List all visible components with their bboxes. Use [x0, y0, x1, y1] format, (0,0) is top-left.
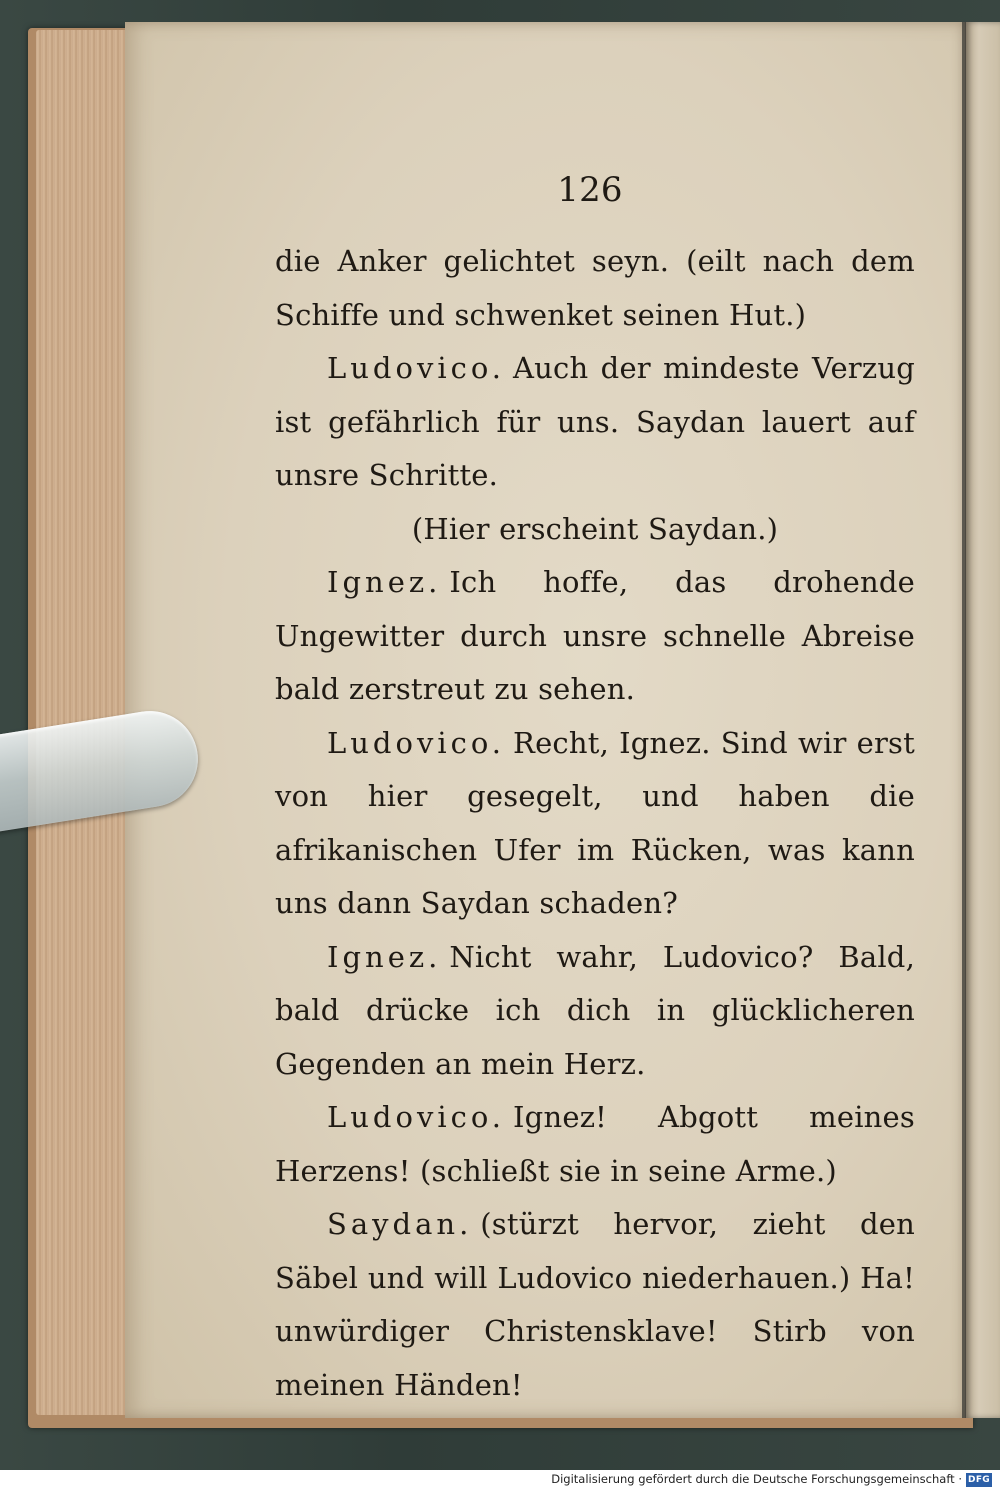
- facing-page-edge: [965, 22, 1000, 1418]
- speech-paragraph: [275, 1091, 915, 1198]
- speech-text: Recht, Ignez. Sind wir erst von hier gesegelt, und haben die afrikanischen Ufer im Rücken, was kann uns dann Saydan schaden?: [275, 725, 915, 920]
- speech-paragraph: [275, 931, 915, 1092]
- dfg-logo: DFG: [966, 1473, 992, 1487]
- speaker-name: Ludovico.: [327, 351, 506, 385]
- paragraph-text: die Anker gelichtet seyn. (eilt nach dem Schiffe und schwenket seinen Hut.): [275, 244, 915, 332]
- speaker-name: Ludovico.: [327, 1100, 506, 1134]
- speaker-name: Ignez.: [327, 939, 442, 974]
- page-number: 126: [557, 170, 623, 210]
- speech-paragraph: [275, 717, 915, 931]
- stage-direction: [275, 503, 915, 557]
- footer-bar: [0, 1470, 1000, 1491]
- page-gutter: [962, 22, 966, 1418]
- paragraph-continuation: [275, 235, 915, 342]
- speech-paragraph: [275, 1198, 915, 1412]
- speech-text: Nicht wahr, Ludovico? Bald, bald drücke ich dich in glücklicheren Gegenden an mein Herz.: [275, 939, 915, 1081]
- funding-attribution: Digitalisierung gefördert durch die Deutsche Forschungsgemeinschaft ·: [551, 1472, 962, 1486]
- speaker-name: Saydan.: [327, 1207, 473, 1241]
- stage-direction-text: (Hier erscheint Saydan.): [411, 511, 779, 546]
- speech-text: Auch der mindeste Verzug ist gefährlich für uns. Saydan lauert auf unsre Schritte.: [275, 351, 915, 492]
- speech-text: (stürzt hervor, zieht den Säbel und will Ludovico niederhauen.) Ha! unwürdiger Christensklave! Stirb von meinen Händen!: [275, 1207, 915, 1402]
- speech-paragraph: [275, 342, 915, 503]
- speech-text: Ignez! Abgott meines Herzens! (schließt sie in seine Arme.): [275, 1100, 915, 1188]
- speech-text: Ich hoffe, das drohende Ungewitter durch unsre schnelle Abreise bald zerstreut zu sehen.: [275, 565, 915, 706]
- speech-paragraph: [275, 556, 915, 717]
- page-text: [275, 160, 915, 1412]
- speaker-name: Ignez.: [327, 565, 442, 599]
- speaker-name: Ludovico.: [327, 725, 506, 760]
